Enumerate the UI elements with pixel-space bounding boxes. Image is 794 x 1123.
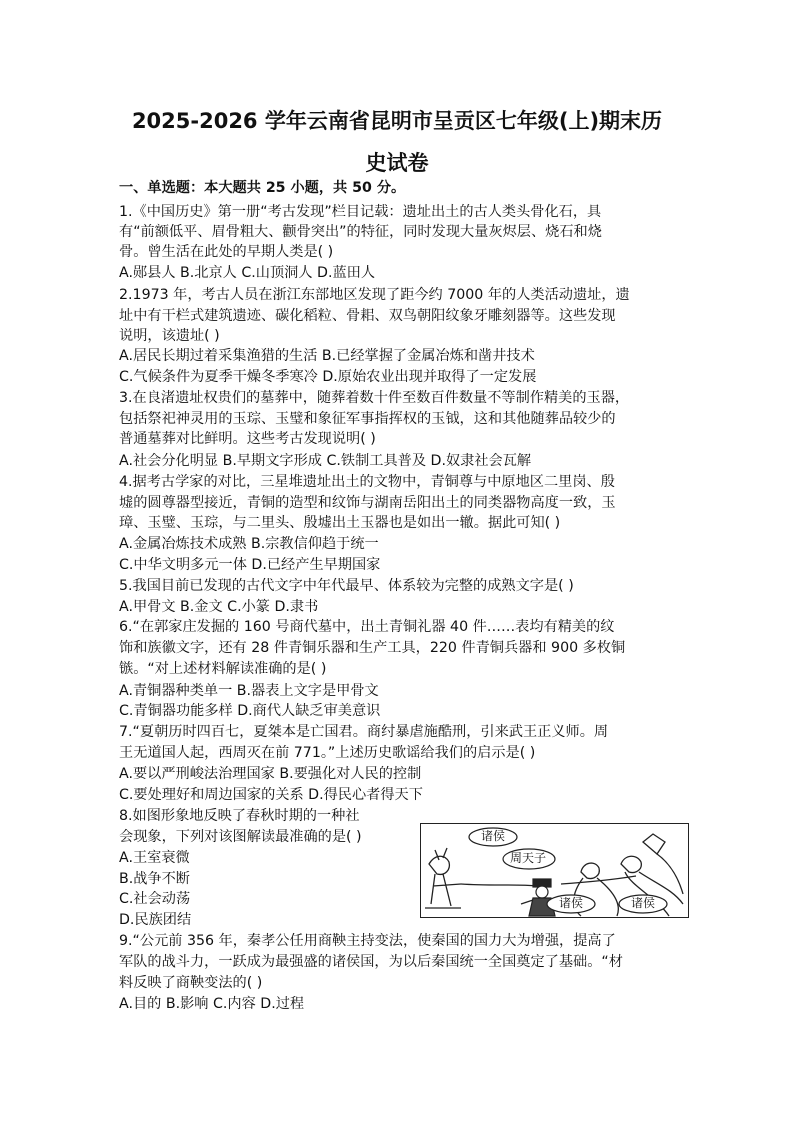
q9-options: A.目的 B.影响 C.内容 D.过程 — [119, 996, 305, 1012]
q3-options: A.社会分化明显 B.早期文字形成 C.铁制工具普及 D.奴隶社会瓦解 — [119, 453, 532, 469]
q2-stem-line: 2.1973 年，考古人员在浙江东部地区发现了距今约 7000 年的人类活动遗址，遗 — [119, 287, 630, 303]
q4-options: A.金属冶炼技术成熟 B.宗教信仰趋于统一 — [119, 536, 379, 552]
q2-options: C.气候条件为夏季干燥冬季寒冷 D.原始农业出现并取得了一定发展 — [119, 369, 537, 385]
q3-stem-line: 3.在良渚遗址权贵们的墓葬中，随葬着数十件至数百件数量不等制作精美的玉器， — [119, 390, 630, 406]
q2-stem-line: 说明，该遗址( ) — [119, 328, 220, 344]
q9-stem-line: 军队的战斗力，一跃成为最强盛的诸侯国，为以后秦国统一全国奠定了基础。“材 — [119, 954, 623, 970]
q2-options: A.居民长期过着采集渔猎的生活 B.已经掌握了金属冶炼和凿井技术 — [119, 348, 535, 364]
q6-options: A.青铜器种类单一 B.器表上文字是甲骨文 — [119, 683, 379, 699]
q8-cartoon-figure — [420, 823, 689, 918]
q7-options: A.要以严刑峻法治理国家 B.要强化对人民的控制 — [119, 766, 422, 782]
label-bottom-left-zhuhou: 诸侯 — [559, 896, 584, 910]
label-bottom-right-zhuhou: 诸侯 — [631, 896, 656, 910]
q7-stem-line: 7.“夏朝历时四百七，夏桀本是亡国君。商纣暴虐施酷刑，引来武王正义师。周 — [119, 724, 609, 740]
q3-stem-line: 包括祭祀神灵用的玉琮、玉璧和象征军事指挥权的玉钺，这和其他随葬品较少的 — [119, 411, 616, 427]
q6-options: C.青铜器功能多样 D.商代人缺乏审美意识 — [119, 703, 381, 719]
q5-options: A.甲骨文 B.金文 C.小篆 D.隶书 — [119, 599, 319, 615]
q4-stem-line: 4.据考古学家的对比，三星堆遗址出土的文物中，青铜尊与中原地区二里岗、殷 — [119, 474, 615, 490]
q3-stem-line: 普通墓葬对比鲜明。这些考古发现说明( ) — [119, 431, 376, 447]
q6-stem-line: 饰和族徽文字，还有 28 件青铜乐器和生产工具，220 件青铜兵器和 900 多枚铜 — [119, 640, 626, 656]
q9-stem-line: 料反映了商鞅变法的( ) — [119, 975, 263, 991]
q1-options: A.郧县人 B.北京人 C.山顶洞人 D.蓝田人 — [119, 265, 376, 281]
q4-options: C.中华文明多元一体 D.已经产生早期国家 — [119, 557, 381, 573]
q4-stem-line: 墟的圆尊器型接近，青铜的造型和纹饰与湖南岳阳出土的同类器物高度一致，玉 — [119, 495, 616, 511]
exam-title-line-2: 史试卷 — [365, 151, 429, 175]
q8-stem-line: 会现象，下列对该图解读最准确的是( ) — [119, 829, 362, 845]
q2-stem-line: 址中有干栏式建筑遗迹、碳化稻粒、骨耜、双鸟朝阳纹象牙雕刻器等。这些发现 — [119, 308, 616, 324]
q8-stem-line: 8.如图形象地反映了春秋时期的一种社 — [119, 808, 360, 824]
exam-title-line-1: 2025-2026 学年云南省昆明市呈贡区七年级(上)期末历 — [131, 109, 663, 133]
label-zhoutianzi: 周天子 — [510, 851, 547, 865]
q9-stem-line: 9.“公元前 356 年，秦孝公任用商鞅主持变法，使秦国的国力大为增强，提高了 — [119, 933, 616, 949]
label-top-zhuhou: 诸侯 — [481, 829, 506, 843]
q6-stem-line: 6.“在郭家庄发掘的 160 号商代墓中，出土青铜礼器 40 件……表均有精美的纹 — [119, 619, 615, 635]
q8-option: C.社会动荡 — [119, 891, 191, 907]
q7-stem-line: 王无道国人起，西周灭在前 771。”上述历史歌谣给我们的启示是( ) — [119, 745, 536, 761]
q4-stem-line: 璋、玉璧、玉琮，与二里头、殷墟出土玉器也是如出一辙。据此可知( ) — [119, 515, 561, 531]
q8-option: B.战争不断 — [119, 871, 190, 887]
q1-stem-line: 1.《中国历史》第一册“考古发现”栏目记载：遗址出土的古人类头骨化石，具 — [119, 204, 602, 220]
q1-stem-line: 有“前额低平、眉骨粗大、颧骨突出”的特征，同时发现大量灰烬层、烧石和烧 — [119, 224, 602, 240]
section-heading: 一、单选题：本大题共 25 小题，共 50 分。 — [119, 180, 406, 196]
q7-options: C.要处理好和周边国家的关系 D.得民心者得天下 — [119, 787, 423, 803]
q6-stem-line: 镞。“对上述材料解读准确的是( ) — [119, 661, 327, 677]
q8-option: A.王室衰微 — [119, 850, 190, 866]
q1-stem-line: 骨。曾生活在此处的早期人类是( ) — [119, 244, 334, 260]
left-figure-drawing — [425, 848, 461, 908]
q8-option: D.民族团结 — [119, 912, 192, 928]
q5-stem-line: 5.我国目前已发现的古代文字中年代最早、体系较为完整的成熟文字是( ) — [119, 578, 574, 594]
